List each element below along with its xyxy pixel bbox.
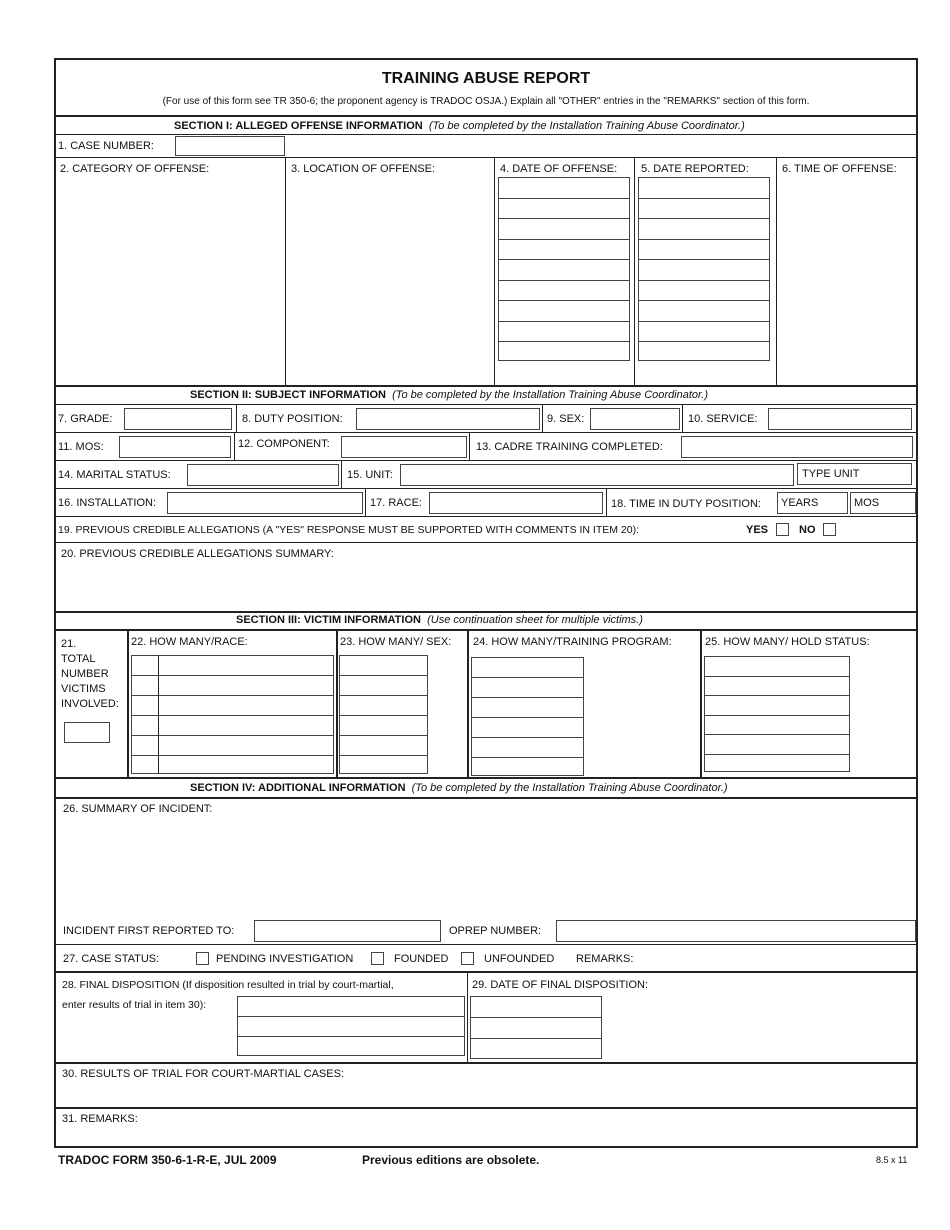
race-count-grid[interactable] — [131, 655, 334, 774]
pending-label: PENDING INVESTIGATION — [216, 953, 354, 965]
summary-label: 26. SUMMARY OF INCIDENT: — [63, 803, 213, 815]
first-reported-field[interactable] — [254, 920, 441, 942]
oprep-field[interactable] — [556, 920, 916, 942]
founded-label: FOUNDED — [394, 953, 449, 965]
no-label: NO — [799, 524, 816, 536]
date-offense-lines[interactable] — [498, 177, 630, 361]
founded-checkbox[interactable] — [371, 952, 384, 965]
date-offense-label: 4. DATE OF OFFENSE: — [500, 163, 618, 175]
status-remarks-label: REMARKS: — [576, 953, 634, 965]
oprep-label: OPREP NUMBER: — [449, 925, 542, 937]
date-reported-lines[interactable] — [638, 177, 770, 361]
page-size: 8.5 x 11 — [876, 1155, 908, 1165]
months-label: MOS — [854, 497, 880, 509]
section4-title: SECTION IV: ADDITIONAL INFORMATION (To be completed by the Installation Training Abuse Coordinator.) — [190, 782, 728, 794]
time-offense-label: 6. TIME OF OFFENSE: — [782, 163, 897, 175]
total-victims-field[interactable] — [64, 722, 110, 743]
marital-field[interactable] — [187, 464, 339, 486]
marital-label: 14. MARITAL STATUS: — [58, 469, 171, 481]
grade-field[interactable] — [124, 408, 232, 430]
sex-count-grid[interactable] — [339, 655, 428, 774]
case-number-label: 1. CASE NUMBER: — [58, 140, 154, 152]
unit-field[interactable] — [400, 464, 794, 486]
mos-field[interactable] — [119, 436, 231, 458]
years-label: YEARS — [781, 497, 819, 509]
section3-title: SECTION III: VICTIM INFORMATION (Use continuation sheet for multiple victims.) — [236, 614, 643, 626]
component-field[interactable] — [341, 436, 467, 458]
installation-label: 16. INSTALLATION: — [58, 497, 157, 509]
first-reported-label: INCIDENT FIRST REPORTED TO: — [63, 925, 235, 937]
case-number-field[interactable] — [175, 136, 285, 156]
section2-title: SECTION II: SUBJECT INFORMATION (To be completed by the Installation Training Abuse Coordinator.) — [190, 389, 709, 401]
prev-summary-label: 20. PREVIOUS CREDIBLE ALLEGATIONS SUMMARY: — [61, 548, 334, 560]
training-count-grid[interactable] — [471, 657, 584, 776]
final-disposition-lines[interactable] — [237, 996, 465, 1056]
service-label: 10. SERVICE: — [688, 413, 758, 425]
race-field[interactable] — [429, 492, 603, 514]
location-label: 3. LOCATION OF OFFENSE: — [291, 163, 436, 175]
training-count-label: 24. HOW MANY/TRAINING PROGRAM: — [473, 636, 672, 648]
form-subtitle: (For use of this form see TR 350-6; the proponent agency is TRADOC OSJA.) Explain all "OTHER" entries in the "REMARKS" section of this form. — [162, 96, 810, 107]
sex-count-label: 23. HOW MANY/ SEX: — [340, 636, 452, 648]
sex-label: 9. SEX: — [547, 413, 585, 425]
no-checkbox[interactable] — [823, 523, 836, 536]
final-disposition-label-2: enter results of trial in item 30): — [62, 999, 207, 1011]
grade-label: 7. GRADE: — [58, 413, 113, 425]
yes-label: YES — [746, 524, 769, 536]
hold-count-label: 25. HOW MANY/ HOLD STATUS: — [705, 636, 870, 648]
duty-position-label: 8. DUTY POSITION: — [242, 413, 343, 425]
yes-checkbox[interactable] — [776, 523, 789, 536]
unit-label: 15. UNIT: — [347, 469, 393, 481]
date-reported-label: 5. DATE REPORTED: — [641, 163, 749, 175]
pending-checkbox[interactable] — [196, 952, 209, 965]
sex-field[interactable] — [590, 408, 680, 430]
unfounded-label: UNFOUNDED — [484, 953, 555, 965]
component-label: 12. COMPONENT: — [238, 438, 330, 450]
obsolete-notice: Previous editions are obsolete. — [362, 1153, 540, 1167]
form-title: TRAINING ABUSE REPORT — [381, 70, 591, 87]
section1-title: SECTION I: ALLEGED OFFENSE INFORMATION (To be completed by the Installation Training Abuse Coordinator.) — [174, 120, 745, 132]
form-number: TRADOC FORM 350-6-1-R-E, JUL 2009 — [58, 1153, 277, 1167]
category-label: 2. CATEGORY OF OFFENSE: — [60, 163, 210, 175]
cadre-label: 13. CADRE TRAINING COMPLETED: — [476, 441, 663, 453]
service-field[interactable] — [768, 408, 912, 430]
unfounded-checkbox[interactable] — [461, 952, 474, 965]
total-victims-label: 21. TOTAL NUMBER VICTIMS INVOLVED: — [61, 638, 119, 710]
time-duty-label: 18. TIME IN DUTY POSITION: — [611, 498, 761, 510]
case-status-label: 27. CASE STATUS: — [63, 953, 160, 965]
date-final-label: 29. DATE OF FINAL DISPOSITION: — [472, 979, 649, 991]
mos-label: 11. MOS: — [58, 441, 104, 453]
installation-field[interactable] — [167, 492, 363, 514]
remarks-label: 31. REMARKS: — [62, 1113, 138, 1125]
type-unit-label: TYPE UNIT — [802, 468, 860, 480]
final-disposition-label: 28. FINAL DISPOSITION (If disposition resulted in trial by court-martial, — [62, 979, 394, 991]
trial-results-label: 30. RESULTS OF TRIAL FOR COURT-MARTIAL CASES: — [62, 1068, 344, 1080]
race-count-label: 22. HOW MANY/RACE: — [131, 636, 248, 648]
cadre-field[interactable] — [681, 436, 913, 458]
hold-count-grid[interactable] — [704, 656, 850, 772]
duty-position-field[interactable] — [356, 408, 540, 430]
race-label: 17. RACE: — [370, 497, 422, 509]
prev-allegations-label: 19. PREVIOUS CREDIBLE ALLEGATIONS (A "YES" RESPONSE MUST BE SUPPORTED WITH COMMENTS IN ITEM 20): — [58, 524, 639, 536]
date-final-lines[interactable] — [470, 996, 602, 1059]
